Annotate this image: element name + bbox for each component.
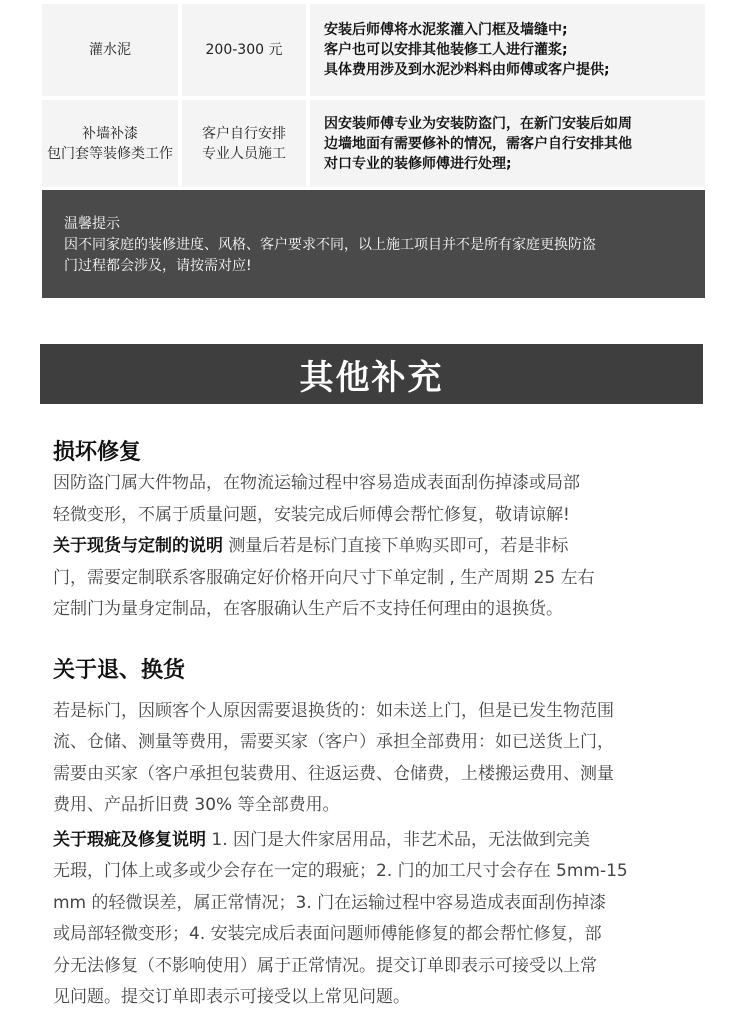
- return-exchange-heading: 关于退、换货: [53, 657, 186, 683]
- damage-repair-section: [53, 438, 713, 626]
- table-row: [42, 100, 705, 187]
- service-desc-line: 对口专业的装修师傅进行处理;: [324, 155, 512, 172]
- table-row: [42, 4, 705, 96]
- paragraph-line: mm 的轻微误差，属正常情况；3. 门在运输过程中容易造成表面刮伤掉漆: [53, 892, 607, 913]
- supplement-content: [53, 438, 713, 1014]
- paragraph-line: 费用、产品折旧费 30% 等全部费用。: [53, 795, 340, 815]
- service-desc-line: 安装后师傅将水泥浆灌入门框及墙缝中;: [324, 22, 568, 38]
- custom-note-first-line: 测量后若是标门直接下单购买即可，若是非标: [223, 536, 569, 556]
- service-desc-cell: [306, 4, 705, 96]
- service-price-label: 专业人员施工: [202, 145, 286, 162]
- section-banner-title: 其他补充: [299, 357, 444, 398]
- paragraph-line: 无瑕，门体上或多或少会存在一定的瑕疵；2. 门的加工尺寸会存在 5mm-15: [53, 861, 628, 881]
- paragraph-line: 因防盗门属大件物品，在物流运输过程中容易造成表面刮伤掉漆或局部: [53, 473, 580, 493]
- custom-note-lead: 关于现货与定制的说明: [53, 536, 223, 556]
- paragraph-line: 若是标门，因顾客个人原因需要退换货的：如未送上门，但是已发生物范围: [53, 700, 614, 721]
- paragraph-line: 门，需要定制联系客服确定好价格开向尺寸下单定制 , 生产周期 25 左右: [53, 567, 595, 588]
- damage-repair-heading: 损坏修复: [53, 440, 142, 465]
- service-desc-line: 边墙地面有需要修补的情况，需客户自行安排其他: [324, 135, 632, 152]
- service-price-cell: [178, 4, 306, 96]
- service-desc-line: 客户也可以安排其他装修工人进行灌浆;: [324, 42, 568, 58]
- defect-note-first-line: 1. 因门是大件家居用品，非艺术品，无法做到完美: [206, 829, 591, 850]
- paragraph-line: 轻微变形，不属于质量问题，安装完成后师傅会帮忙修复，敬请谅解!: [53, 504, 570, 525]
- install-service-table: [42, 0, 705, 191]
- paragraph-line: 分无法修复（不影响使用）属于正常情况。提交订单即表示可接受以上常: [53, 955, 597, 976]
- service-item-label: 补墙补漆: [82, 125, 138, 142]
- custom-note-text: [53, 531, 713, 626]
- paragraph-line: 或局部轻微变形；4. 安装完成后表面问题师傅能修复的都会帮忙修复，部: [53, 924, 602, 944]
- service-desc-line: 因安装师傅专业为安装防盗门，在新门安装后如周: [324, 115, 632, 132]
- service-desc-line: 具体费用涉及到水泥沙料料由师傅或客户提供;: [324, 62, 610, 78]
- service-price-label: 200-300 元: [205, 42, 283, 58]
- defect-note-text: [53, 825, 713, 1014]
- service-item-cell: [42, 100, 178, 187]
- tips-box: [42, 190, 705, 298]
- service-desc-cell: [306, 100, 705, 187]
- paragraph-line: 见问题。提交订单即表示可接受以上常见问题。: [53, 987, 410, 1007]
- paragraph-line: [53, 825, 713, 857]
- tips-text-line: 因不同家庭的装修进度、风格、客户要求不同，以上施工项目并不是所有家庭更换防盗: [64, 237, 596, 253]
- service-item-label: 包门套等装修类工作: [47, 145, 173, 162]
- tips-title: 温馨提示: [64, 216, 120, 232]
- service-price-label: 客户自行安排: [202, 125, 286, 142]
- damage-repair-text: [53, 468, 713, 531]
- service-item-cell: [42, 4, 178, 96]
- defect-note-lead: 关于瑕疵及修复说明: [53, 829, 206, 850]
- paragraph-line: 需要由买家（客户承担包装费用、往返运费、仓储费，上楼搬运费用、测量: [53, 763, 614, 784]
- return-exchange-section: [53, 656, 713, 822]
- paragraph-line: [53, 531, 713, 563]
- service-item-label: 灌水泥: [89, 42, 131, 58]
- service-price-cell: [178, 100, 306, 187]
- paragraph-line: 定制门为量身定制品，在客服确认生产后不支持任何理由的退换货。: [53, 599, 563, 619]
- return-exchange-text: [53, 696, 713, 822]
- tips-text-line: 门过程都会涉及，请按需对应!: [64, 258, 252, 274]
- defect-note-section: [53, 825, 713, 1014]
- paragraph-line: 流、仓储、测量等费用，需要买家（客户）承担全部费用：如已送货上门，: [53, 732, 614, 752]
- section-banner: [40, 344, 703, 404]
